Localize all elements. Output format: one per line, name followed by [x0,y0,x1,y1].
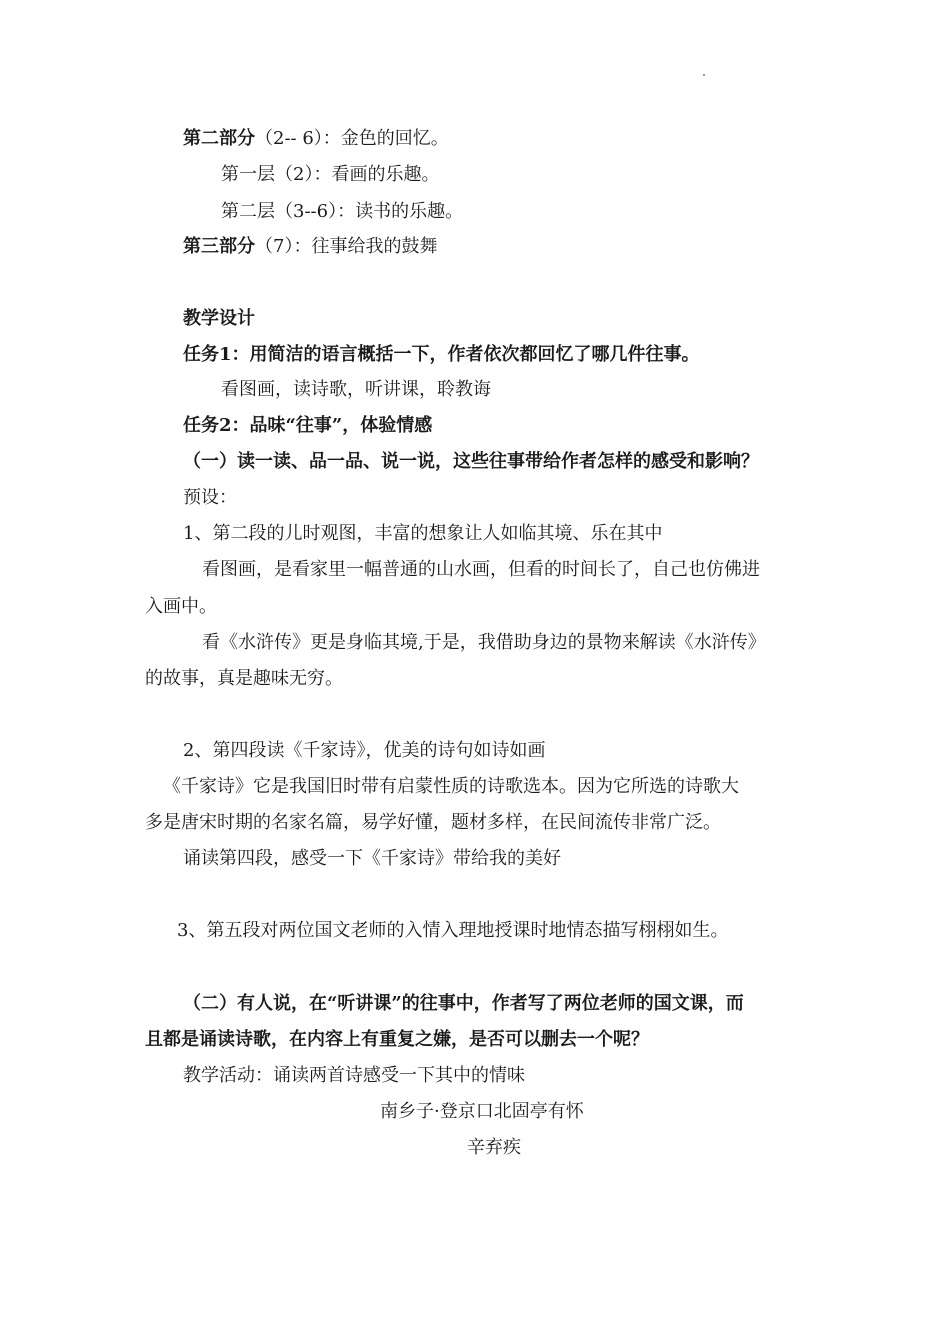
outline-part2: 第二部分（2-- 6）：金色的回忆。 [183,128,449,149]
section-title: 教学设计 [183,308,255,329]
teaching-activity: 教学活动：诵读两首诗感受一下其中的情味 [183,1065,525,1086]
point1-line: 入画中。 [145,596,217,617]
outline-layer2: 第二层（3--6）：读书的乐趣。 [221,201,464,222]
point2-line: 诵读第四段，感受一下《千家诗》带给我的美好 [183,848,561,869]
point2-line: 多是唐宋时期的名家名篇，易学好懂，题材多样，在民间流传非常广泛。 [145,812,721,833]
task1-answer: 看图画，读诗歌，听讲课，聆教诲 [221,379,491,400]
outline-layer1: 第一层（2）：看画的乐趣。 [221,164,440,185]
point1-line: 看《水浒传》更是身临其境,于是，我借助身边的景物来解读《水浒传》 [202,632,766,653]
point3: 3、第五段对两位国文老师的入情入理地授课时地情态描写栩栩如生。 [177,920,729,941]
question-1: （一）读一读、品一品、说一说，这些往事带给作者怎样的感受和影响？ [183,451,759,472]
point1-line: 的故事，真是趣味无穷。 [145,668,343,689]
outline-part3: 第三部分（7）：往事给我的鼓舞 [183,236,438,257]
poem-author: 辛弃疾 [467,1137,521,1158]
task2: 任务2：品味“往事”，体验情感 [183,415,433,436]
point1-line: 看图画，是看家里一幅普通的山水画，但看的时间长了，自己也仿佛进 [202,559,760,580]
question-2-cont: 且都是诵读诗歌，在内容上有重复之嫌，是否可以删去一个呢？ [145,1029,649,1050]
point1-title: 1、第二段的儿时观图，丰富的想象让人如临其境、乐在其中 [183,523,663,544]
poem-title: 南乡子·登京口北固亭有怀 [380,1101,584,1122]
task1: 任务1：用简洁的语言概括一下，作者依次都回忆了哪几件往事。 [183,344,700,365]
question-2: （二）有人说，在“听讲课”的往事中，作者写了两位老师的国文课，而 [183,993,744,1014]
scan-speck [703,74,705,76]
point2-line: 《千家诗》它是我国旧时带有启蒙性质的诗歌选本。因为它所选的诗歌大 [163,776,739,797]
preset-label: 预设： [183,487,237,508]
point2-title: 2、第四段读《千家诗》，优美的诗句如诗如画 [183,740,546,761]
